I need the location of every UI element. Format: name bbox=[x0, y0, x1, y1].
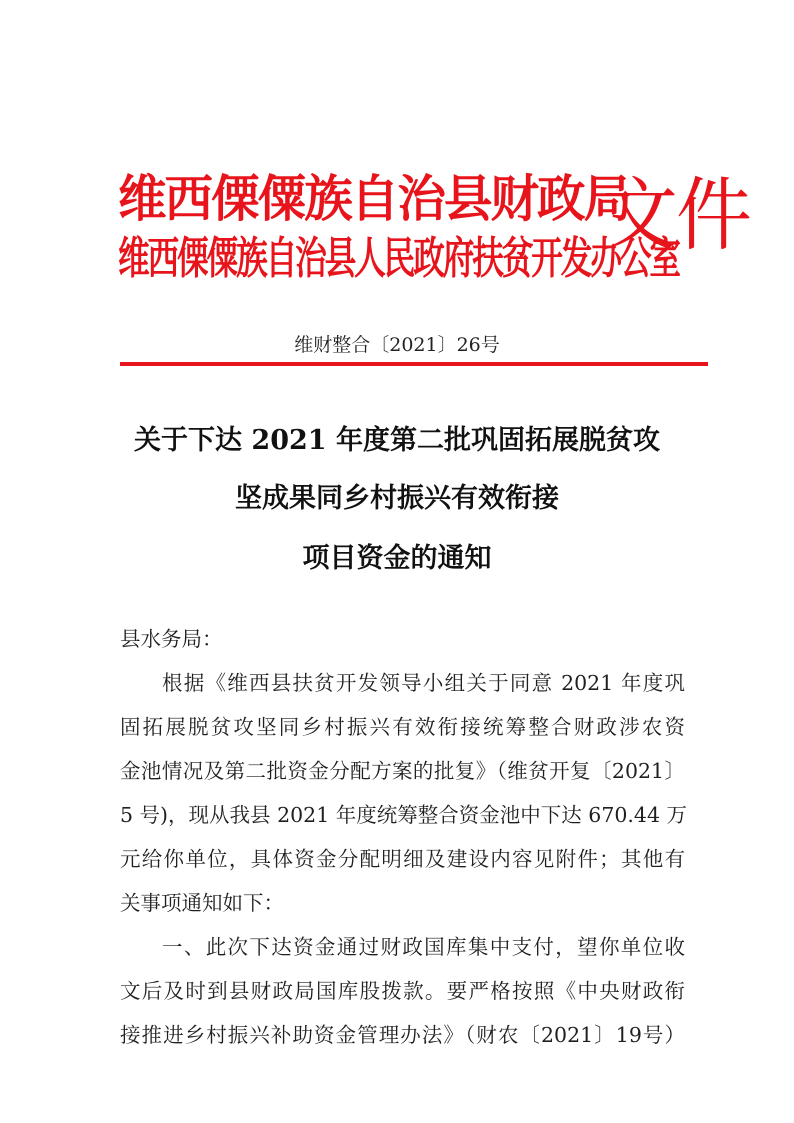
body-line: 5 号)，现从我县 2021 年度统筹整合资金池中下达 670.44 万 bbox=[120, 803, 688, 827]
doc-title-line-3: 项目资金的通知 bbox=[302, 543, 492, 574]
red-divider bbox=[120, 362, 708, 366]
body-line: 根据《维西县扶贫开发领导小组关于同意 2021 年度巩 bbox=[162, 671, 685, 695]
body-line: 文后及时到县财政局国库股拨款。要严格按照《中央财政衔 bbox=[120, 979, 685, 1003]
addressee: 县水务局： bbox=[120, 627, 223, 651]
document-number: 维财整合〔2021〕26号 bbox=[294, 334, 500, 356]
issuer-line-poverty-office: 维西傈僳族自治县人民政府扶贫开发办公室 bbox=[118, 233, 679, 284]
body-line: 一、此次下达资金通过财政国库集中支付，望你单位收 bbox=[162, 935, 685, 959]
doc-type-label: 文件 bbox=[602, 167, 750, 262]
body-line: 关事项通知如下： bbox=[120, 891, 284, 915]
body-line: 接推进乡村振兴补助资金管理办法》（财农〔2021〕19号） bbox=[120, 1023, 685, 1047]
body-line: 元给你单位，具体资金分配明细及建设内容见附件；其他有 bbox=[120, 847, 685, 871]
body-line: 固拓展脱贫攻坚同乡村振兴有效衔接统筹整合财政涉农资 bbox=[120, 715, 685, 739]
doc-title-line-2: 坚成果同乡村振兴有效衔接 bbox=[235, 483, 559, 514]
body-line: 金池情况及第二批资金分配方案的批复》（维贫开复〔2021〕 bbox=[120, 759, 685, 783]
doc-title-line-1: 关于下达 2021 年度第二批巩固拓展脱贫攻 bbox=[134, 425, 660, 456]
issuer-line-finance-bureau: 维西傈僳族自治县财政局 bbox=[118, 169, 631, 228]
